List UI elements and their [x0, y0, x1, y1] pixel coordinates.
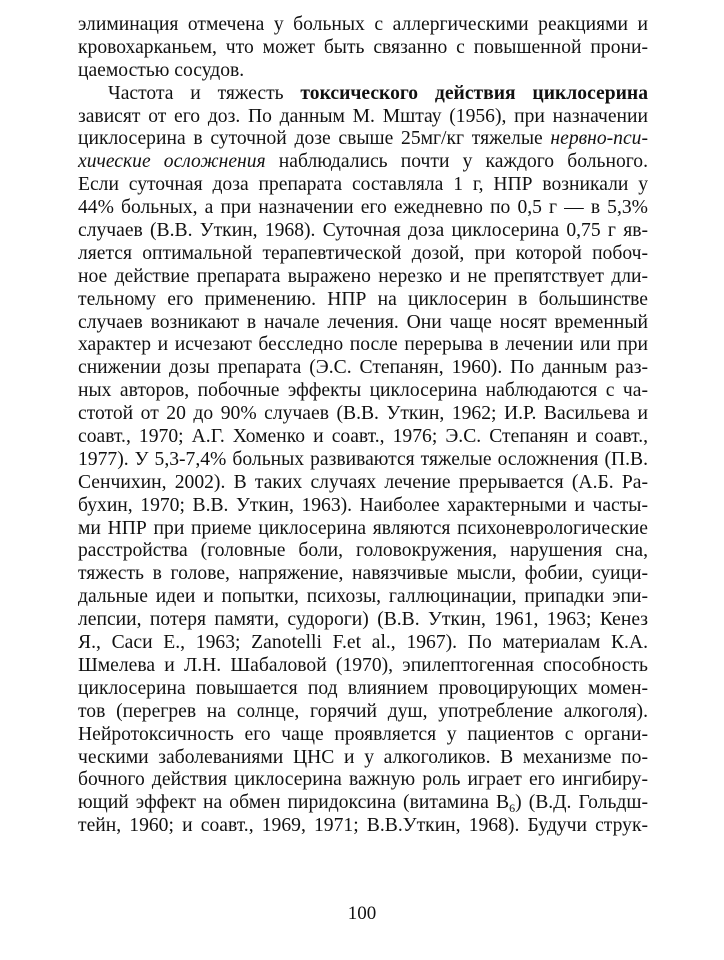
text-line	[78, 769, 648, 792]
text-run: Частота и тяжесть	[108, 82, 301, 104]
text-run: ) (В.Д. Гольдш-	[515, 792, 648, 814]
text-line	[78, 266, 648, 289]
italic-text: хические осложнения	[78, 151, 266, 173]
text-run: тяжесть в голове, напряжение, навязчивые мысли, фобии, суици-	[78, 563, 648, 585]
text-run: бочного действия циклосерина важную роль играет его ингибиру-	[78, 769, 648, 791]
text-line	[78, 472, 648, 495]
text-run: наблюдались почти у каждого больного.	[265, 151, 648, 173]
text-run: лепсии, потеря памяти, судороги) (В.В. Уткин, 1961, 1963; Кенез	[78, 609, 648, 631]
text-line	[78, 403, 648, 426]
text-line	[78, 449, 648, 472]
text-run: ляется оптимальной терапевтической дозой, при которой побоч-	[78, 242, 648, 264]
body-text	[78, 14, 648, 838]
text-line	[78, 60, 648, 83]
text-line	[78, 747, 648, 770]
text-line	[78, 815, 648, 838]
text-line	[78, 586, 648, 609]
text-run: снижении дозы препарата (Э.С. Степанян, 1960). По данным раз-	[78, 357, 648, 379]
text-run: Сенчихин, 2002). В таких случаях лечение прерывается (А.Б. Ра-	[78, 471, 648, 493]
text-line	[78, 128, 648, 151]
text-run: Шмелева и Л.Н. Шабаловой (1970), эпилептогенная способность	[78, 654, 648, 676]
page-number: 100	[347, 903, 377, 924]
text-run: 44% больных, а при назначении его ежедневно по 0,5 г — в 5,3%	[78, 197, 648, 219]
text-run: ческими заболеваниями ЦНС и у алкоголиков. В механизме по-	[78, 746, 648, 768]
text-line	[78, 701, 648, 724]
subscript-text: 6	[509, 801, 516, 816]
text-run: тов (перегрев на солнце, горячий душ, употребление алкоголя).	[78, 700, 648, 722]
text-line	[78, 197, 648, 220]
text-run: ющий эффект на обмен пиридоксина (витамина В	[78, 792, 510, 814]
text-run: тельному его применению. НПР на циклосерин в большинстве	[78, 288, 648, 310]
text-line	[78, 334, 648, 357]
text-run: тейн, 1960; и соавт., 1969, 1971; В.В.Уткин, 1968). Будучи струк-	[78, 815, 648, 837]
text-run: ное действие препарата выражено нерезко и не препятствует дли-	[78, 265, 648, 287]
text-line	[78, 174, 648, 197]
document-page	[78, 14, 648, 838]
text-line	[78, 289, 648, 312]
text-line	[78, 609, 648, 632]
text-run: кровохарканьем, что может быть связанно с повышенной прони-	[78, 36, 648, 58]
text-run: дальные идеи и попытки, психозы, галлюцинации, припадки эпи-	[78, 586, 648, 608]
text-line	[78, 37, 648, 60]
text-line	[78, 380, 648, 403]
text-run: зависят от его доз. По данным М. Мштау (1956), при назначении	[78, 105, 648, 127]
bold-text: токсического действия циклосерина	[300, 82, 648, 104]
text-line	[78, 312, 648, 335]
text-run: характер и исчезают бесследно после перерыва в лечении или при	[78, 334, 648, 356]
text-run: стотой от 20 до 90% случаев (В.В. Уткин, 1962; И.Р. Васильева и	[78, 403, 648, 425]
text-run: 1977). У 5,3-7,4% больных развиваются тяжелые осложнения (П.В.	[78, 448, 648, 470]
italic-text: нервно-пси-	[550, 128, 648, 150]
text-line	[78, 724, 648, 747]
text-line	[78, 495, 648, 518]
text-run: Если суточная доза препарата составляла 1 г, НПР возникали у	[78, 174, 648, 196]
text-line	[78, 678, 648, 701]
text-line	[78, 151, 648, 174]
text-line	[78, 106, 648, 129]
text-run: бухин, 1970; В.В. Уткин, 1963). Наиболее характерными и часты-	[78, 494, 648, 516]
text-line	[78, 632, 648, 655]
text-run: расстройства (головные боли, головокружения, нарушения сна,	[78, 540, 648, 562]
text-line	[78, 792, 648, 815]
text-run: ми НПР при приеме циклосерина являются психоневрологические	[78, 517, 648, 539]
text-line	[78, 540, 648, 563]
text-run: циклосерина в суточной дозе свыше 25мг/кг тяжелые	[78, 128, 551, 150]
text-line	[78, 563, 648, 586]
text-line	[78, 426, 648, 449]
text-run: случаев (В.В. Уткин, 1968). Суточная доза циклосерина 0,75 г яв-	[78, 220, 648, 242]
text-run: ных авторов, побочные эффекты циклосерина наблюдаются с ча-	[78, 380, 648, 402]
text-line	[78, 220, 648, 243]
text-line	[78, 357, 648, 380]
text-run: соавт., 1970; А.Г. Хоменко и соавт., 1976; Э.С. Степанян и соавт.,	[78, 426, 648, 448]
text-run: случаев возникают в начале лечения. Они чаще носят временный	[78, 311, 648, 333]
text-run: цаемостью сосудов.	[78, 59, 245, 81]
text-run: Нейротоксичность его чаще проявляется у пациентов с органи-	[78, 723, 648, 745]
text-line	[78, 14, 648, 37]
text-line	[78, 655, 648, 678]
text-line	[78, 518, 648, 541]
text-line	[78, 243, 648, 266]
text-run: элиминация отмечена у больных с аллергическими реакциями и	[78, 14, 648, 35]
text-run: Я., Саси Е., 1963; Zanotelli F.et al., 1967). По материалам К.А.	[78, 632, 648, 654]
paragraph-first-line	[78, 83, 648, 106]
text-run: циклосерина повышается под влиянием провоцирующих момен-	[78, 677, 648, 699]
